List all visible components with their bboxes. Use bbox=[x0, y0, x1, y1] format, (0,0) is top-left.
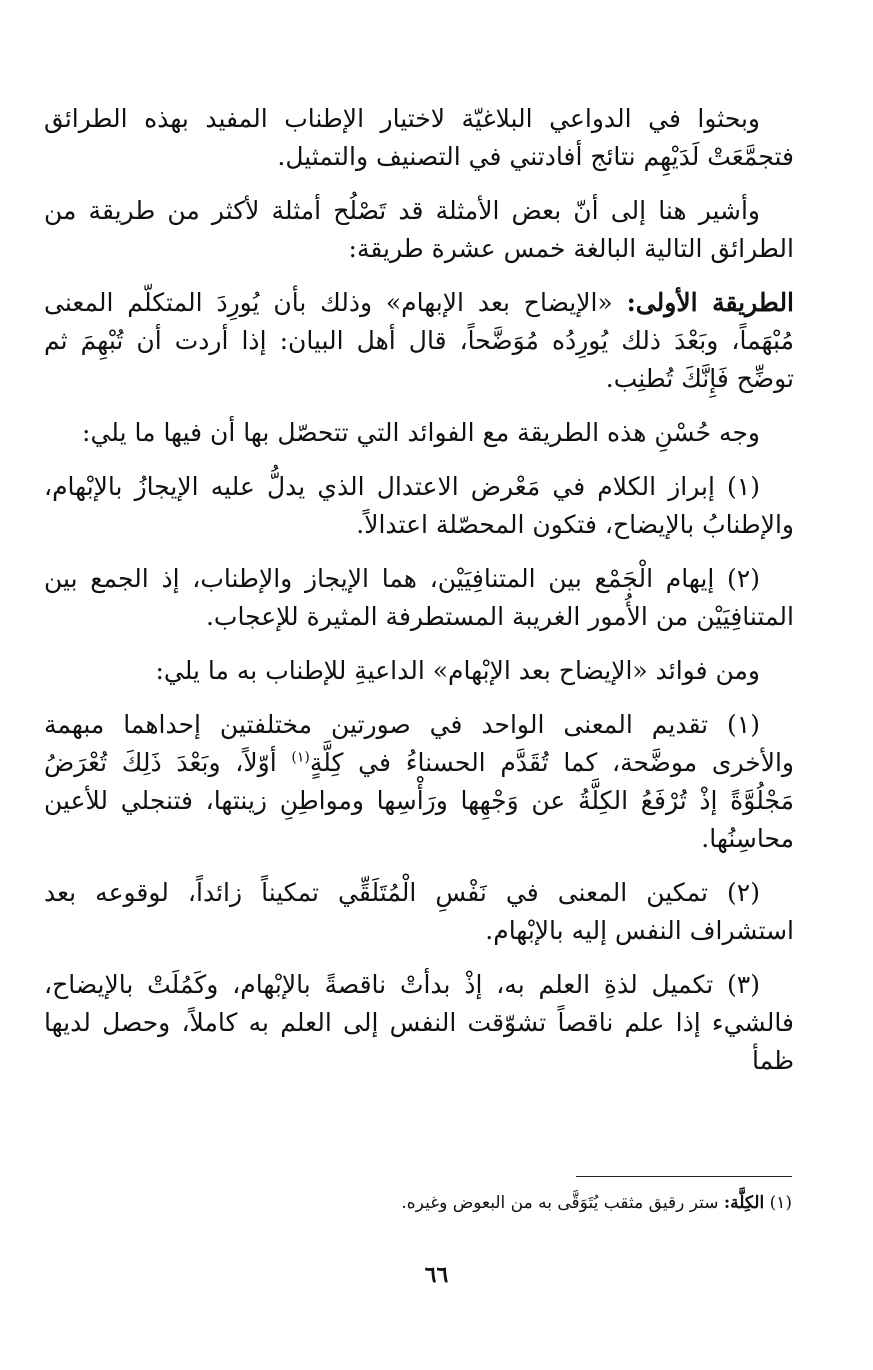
benefit-one-rest: أوّلاً، وبَعْدَ ذَلِكَ تُعْرَضُ مَجْلُوَّةً إذْ تُرْفَعُ الكِلَّةُ عن وَجْهِها ورَأْسِها ومواطِنِ زينتها، فتنجلي للأعين محاسِنُها. bbox=[44, 748, 794, 853]
paragraph-intro: وبحثوا في الدواعي البلاغيّة لاختيار الإطناب المفيد بهذه الطرائق فتجمَّعَتْ لَدَيْهِم نتائج أفادتني في التصنيف والتمثيل. bbox=[44, 104, 794, 171]
method-one-label: الطريقة الأولى: bbox=[626, 288, 795, 317]
paragraph-note: وأشير هنا إلى أنّ بعض الأمثلة قد تَصْلُح أمثلة لأكثر من طريقة من الطرائق التالية البالغة خمس عشرة طريقة: bbox=[44, 196, 794, 263]
paragraph-benefits-heading: ومن فوائد «الإيضاح بعد الإبْهام» الداعيةِ للإطناب به ما يلي: bbox=[155, 656, 760, 685]
footnote-ref: (١) bbox=[291, 749, 310, 766]
footnote-text: ستر رقيق مثقب يُتَوَقَّى به من البعوض وغيره. bbox=[401, 1193, 724, 1213]
method-one-text: «الإيضاح بعد الإبهام» وذلك بأن يُورِدَ المتكلّم المعنى مُبْهَماً، وبَعْدَ ذلك يُورِدُه مُوَضَّحاً، قال أهل البيان: إذا أردت أن تُبْهِمَ ثم توضِّح فَإِنَّكَ تُطنِب. bbox=[44, 288, 794, 393]
footnote bbox=[92, 1190, 792, 1216]
list-item: (٣) تكميل لذةِ العلم به، إذْ بدأتْ ناقصةً بالإبْهام، وكَمُلَتْ بالإيضاح، فالشيء إذا علم ناقصاً تشوّقت النفس إلى العلم به كاملاً، وحصل لديها ظمأ bbox=[44, 970, 794, 1075]
paragraph-beauty: وجه حُسْنِ هذه الطريقة مع الفوائد التي تتحصّل بها أن فيها ما يلي: bbox=[82, 418, 760, 447]
list-item bbox=[44, 706, 794, 858]
footnote-divider bbox=[576, 1176, 792, 1177]
page-body bbox=[44, 100, 794, 1080]
list-item: (٢) تمكين المعنى في نَفْسِ الْمُتَلَقِّي تمكيناً زائداً، لوقوعه بعد استشراف النفس إليه بالإبْهام. bbox=[44, 878, 794, 945]
page-number: ٦٦ bbox=[424, 1262, 449, 1288]
benefit-one-text: (١) تقديم المعنى الواحد في صورتين مختلفتين إحداهما مبهمة والأخرى موضَّحة، كما تُقَدَّم الحسناءُ في كِلَّةٍ bbox=[44, 710, 795, 777]
paragraph-method-one bbox=[44, 284, 794, 398]
footnote-number: (١) bbox=[769, 1193, 792, 1213]
footnote-term: الكِلَّة: bbox=[723, 1193, 765, 1213]
list-item: (٢) إيهام الْجَمْع بين المتنافِيَيْن، هما الإيجاز والإطناب، إذ الجمع بين المتنافِيَيْن من الأُمور الغريبة المستطرفة المثيرة للإعجاب. bbox=[44, 564, 794, 631]
list-item: (١) إبراز الكلام في مَعْرض الاعتدال الذي يدلُّ عليه الإيجازُ بالإبْهام، والإطنابُ بالإيضاح، فتكون المحصّلة اعتدالاً. bbox=[44, 472, 794, 539]
